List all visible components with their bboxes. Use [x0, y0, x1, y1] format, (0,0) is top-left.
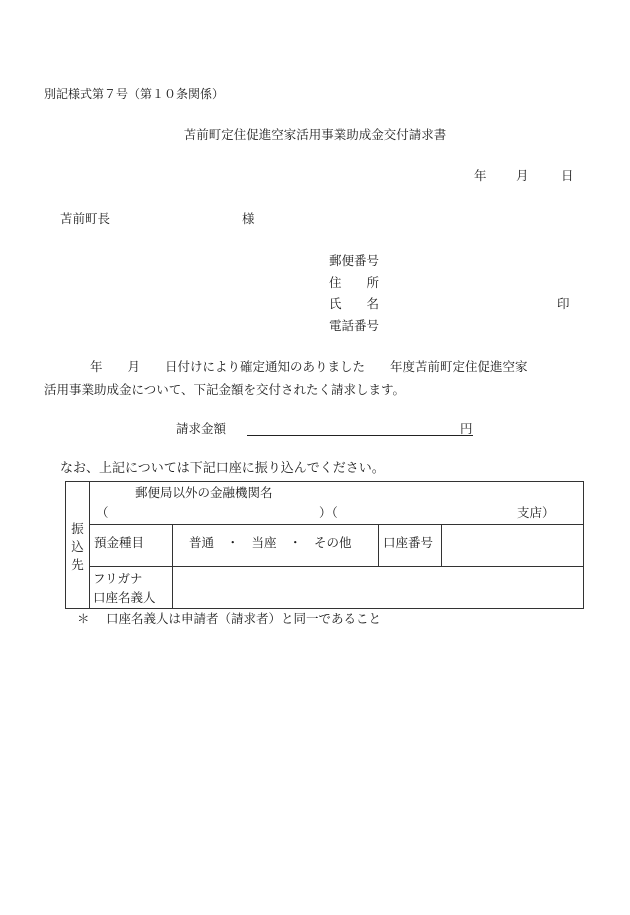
claim-amount-field[interactable]: [247, 435, 473, 436]
footnote: ＊ 口座名義人は申請者（請求者）と同一であること: [77, 611, 381, 626]
name-label: 氏 名: [329, 296, 380, 311]
postal-code-label: 郵便番号: [329, 253, 380, 268]
addressee-name: 苫前町長: [60, 211, 111, 226]
account-number-label: 口座番号: [383, 535, 434, 550]
bank-account-table: [65, 481, 584, 609]
side-header-char: 込: [71, 538, 84, 554]
furigana-label: フリガナ: [93, 571, 143, 586]
account-holder-field[interactable]: [173, 567, 584, 609]
phone-label: 電話番号: [329, 318, 380, 333]
deposit-type-options-cell[interactable]: [173, 525, 379, 567]
deposit-type-label: 預金種目: [94, 535, 145, 550]
date-month-label: 月: [516, 168, 529, 183]
paren-close-open: ）（: [319, 505, 338, 520]
seal-mark: 印: [557, 296, 570, 311]
side-header-char: 振: [71, 520, 84, 536]
body-text-line-1: 年 月 日付けにより確定通知のありました 年度苫前町定住促進空家: [90, 359, 528, 374]
claim-amount-label: 請求金額: [176, 421, 227, 436]
addressee-honorific: 様: [242, 211, 255, 226]
financial-institution-cell[interactable]: [90, 482, 584, 525]
deposit-type-label-cell: [90, 525, 173, 567]
side-header-char: 先: [71, 557, 84, 573]
account-number-label-cell: [379, 525, 442, 567]
deposit-type-options[interactable]: 普通 ・ 当座 ・ その他: [189, 535, 352, 550]
institution-name-label: 郵便局以外の金融機関名: [135, 485, 273, 500]
date-year-label: 年: [474, 168, 487, 183]
address-label: 住 所: [329, 275, 380, 290]
date-day-label: 日: [561, 168, 574, 183]
account-number-field[interactable]: [442, 525, 584, 567]
transfer-instruction: なお、上記については下記口座に振り込んでください。: [60, 461, 385, 476]
body-text-line-2: 活用事業助成金について、下記金額を交付されたく請求します。: [44, 382, 406, 397]
form-number: 別記様式第７号（第１０条関係）: [44, 87, 225, 101]
branch-label: 支店）: [517, 505, 555, 520]
account-holder-label: 口座名義人: [93, 590, 156, 605]
paren-open: （: [96, 505, 109, 520]
transfer-destination-header: [66, 482, 90, 609]
holder-label-cell: [90, 567, 173, 609]
claim-amount-unit: 円: [460, 421, 473, 436]
document-title: 苫前町定住促進空家活用事業助成金交付請求書: [183, 127, 447, 142]
